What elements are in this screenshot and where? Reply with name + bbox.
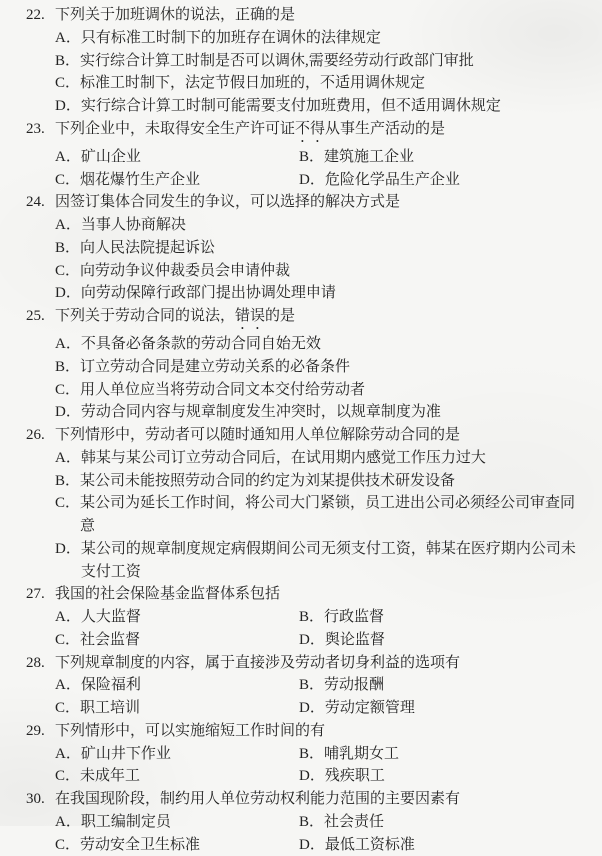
- option-text: 订立劳动合同是建立劳动关系的必备条件: [80, 356, 590, 379]
- question-27-head: [26, 583, 590, 606]
- option-letter: B．: [55, 50, 80, 73]
- option-C: [55, 834, 299, 856]
- option-text: 职工编制定员: [81, 811, 299, 834]
- option-D: [299, 765, 590, 788]
- question-24: [26, 191, 590, 305]
- option-text: 社会责任: [324, 811, 590, 834]
- question-text: 下列情形中，劳动者可以随时通知用人单位解除劳动合同的是: [55, 424, 590, 447]
- option-B: [299, 811, 590, 834]
- option-letter: B．: [299, 606, 324, 629]
- option-letter: C．: [55, 492, 80, 538]
- option-D: [299, 834, 590, 856]
- option-letter: A．: [55, 606, 81, 629]
- option-letter: D．: [299, 765, 325, 788]
- option-letter: C．: [55, 260, 80, 283]
- question-26: [26, 424, 590, 583]
- option-text: 劳动报酬: [324, 674, 590, 697]
- question-25-options: [55, 333, 590, 424]
- option-letter: A．: [55, 146, 81, 169]
- option-B: [299, 606, 590, 629]
- option-text: 劳动合同内容与规章制度发生冲突时，以规章制度为准: [81, 401, 590, 424]
- question-30-head: [26, 788, 590, 811]
- option-D: [55, 95, 590, 118]
- option-A: [55, 674, 299, 697]
- option-text: 向劳动争议仲裁委员会申请仲裁: [80, 260, 590, 283]
- question-28-options: [55, 674, 590, 720]
- option-C: [55, 379, 590, 402]
- option-A: [55, 743, 299, 766]
- question-23-options: [55, 146, 590, 192]
- option-text: 舆论监督: [325, 629, 590, 652]
- option-D: [55, 401, 590, 424]
- question-text: [55, 118, 590, 146]
- question-text-post: 的是: [265, 308, 295, 324]
- option-text: 建筑施工企业: [324, 146, 590, 169]
- option-A: [55, 333, 590, 356]
- option-text: 烟花爆竹生产企业: [80, 169, 299, 192]
- question-number: 25.: [26, 305, 55, 333]
- option-text: 不具备必备条款的劳动合同自始无效: [81, 333, 590, 356]
- option-B: [299, 146, 590, 169]
- question-text-pre: 下列关于劳动合同的说法，: [55, 308, 235, 324]
- question-28: [26, 652, 590, 720]
- option-B: [299, 674, 590, 697]
- option-A: [55, 146, 299, 169]
- option-letter: A．: [55, 333, 81, 356]
- question-26-options: [55, 447, 590, 584]
- option-letter: B．: [299, 146, 324, 169]
- question-number: 26.: [26, 424, 55, 447]
- question-23-head: [26, 118, 590, 146]
- option-text: 最低工资标准: [325, 834, 590, 856]
- option-D: [299, 169, 590, 192]
- question-number: 28.: [26, 652, 55, 675]
- question-24-head: [26, 191, 590, 214]
- option-text: 危险化学品生产企业: [325, 169, 590, 192]
- option-text: 某公司的规章制度规定病假期间公司无须支付工资，韩某在医疗期内公司未支付工资: [81, 538, 590, 584]
- question-22-head: [26, 4, 590, 27]
- option-C: [55, 765, 299, 788]
- option-text: 职工培训: [80, 697, 299, 720]
- option-letter: D．: [55, 401, 81, 424]
- option-text: 社会监督: [80, 629, 299, 652]
- option-A: [55, 447, 590, 470]
- option-letter: B．: [55, 237, 80, 260]
- option-letter: C．: [55, 169, 80, 192]
- option-letter: D．: [55, 95, 81, 118]
- option-B: [55, 50, 590, 73]
- option-letter: A．: [55, 811, 81, 834]
- question-text: 因签订集体合同发生的争议，可以选择的解决方式是: [55, 191, 590, 214]
- option-text: 某公司为延长工作时间，将公司大门紧锁，员工进出公司必须经公司审查同意: [80, 492, 590, 538]
- option-letter: B．: [299, 674, 324, 697]
- question-number: 22.: [26, 4, 55, 27]
- question-text-post: 从事生产活动的是: [325, 121, 445, 137]
- question-number: 23.: [26, 118, 55, 146]
- option-letter: C．: [55, 834, 80, 856]
- option-text: 劳动安全卫生标准: [80, 834, 299, 856]
- question-25-head: [26, 305, 590, 333]
- question-text-emphasis: 不得: [295, 121, 325, 137]
- option-letter: A．: [55, 447, 81, 470]
- option-letter: C．: [55, 765, 80, 788]
- option-text: 未成年工: [80, 765, 299, 788]
- question-22-options: [55, 27, 590, 118]
- option-B: [299, 743, 590, 766]
- option-D: [299, 697, 590, 720]
- question-30: [26, 788, 590, 856]
- option-text: 矿山企业: [81, 146, 299, 169]
- option-letter: C．: [55, 379, 80, 402]
- option-B: [55, 356, 590, 379]
- question-text: [55, 305, 590, 333]
- option-C: [55, 72, 590, 95]
- question-text: 在我国现阶段，制约用人单位劳动权利能力范围的主要因素有: [55, 788, 590, 811]
- option-letter: C．: [55, 629, 80, 652]
- option-letter: B．: [299, 743, 324, 766]
- option-letter: D．: [299, 169, 325, 192]
- option-text: 保险福利: [81, 674, 299, 697]
- option-A: [55, 27, 590, 50]
- option-letter: B．: [55, 356, 80, 379]
- question-29: [26, 720, 590, 788]
- question-22: [26, 4, 590, 118]
- question-24-options: [55, 214, 590, 305]
- option-C: [55, 492, 590, 538]
- option-text: 某公司未能按照劳动合同的约定为刘某提供技术研发设备: [80, 470, 590, 493]
- question-text: 我国的社会保险基金监督体系包括: [55, 583, 590, 606]
- option-letter: D．: [299, 834, 325, 856]
- option-text: 当事人协商解决: [81, 214, 590, 237]
- question-text-pre: 下列企业中，未取得安全生产许可证: [55, 121, 295, 137]
- option-D: [55, 282, 590, 305]
- option-letter: D．: [55, 538, 81, 584]
- option-text: 人大监督: [81, 606, 299, 629]
- option-A: [55, 811, 299, 834]
- option-D: [55, 538, 590, 584]
- option-text: 矿山井下作业: [81, 743, 299, 766]
- question-28-head: [26, 652, 590, 675]
- option-letter: D．: [299, 629, 325, 652]
- option-letter: B．: [55, 470, 80, 493]
- question-text: 下列关于加班调休的说法，正确的是: [55, 4, 590, 27]
- option-letter: A．: [55, 27, 81, 50]
- option-A: [55, 606, 299, 629]
- option-text: 只有标准工时制下的加班存在调休的法律规定: [81, 27, 590, 50]
- question-30-options: [55, 811, 590, 856]
- question-29-head: [26, 720, 590, 743]
- question-number: 29.: [26, 720, 55, 743]
- option-C: [55, 697, 299, 720]
- option-text: 向劳动保障行政部门提出协调处理申请: [81, 282, 590, 305]
- option-letter: A．: [55, 214, 81, 237]
- question-text-emphasis: 错误: [235, 308, 265, 324]
- question-29-options: [55, 743, 590, 789]
- option-A: [55, 214, 590, 237]
- option-text: 行政监督: [324, 606, 590, 629]
- question-25: [26, 305, 590, 424]
- question-number: 30.: [26, 788, 55, 811]
- option-D: [299, 629, 590, 652]
- option-text: 残疾职工: [325, 765, 590, 788]
- option-C: [55, 169, 299, 192]
- option-letter: C．: [55, 697, 80, 720]
- question-27-options: [55, 606, 590, 652]
- question-text: 下列情形中，可以实施缩短工作时间的有: [55, 720, 590, 743]
- option-letter: A．: [55, 674, 81, 697]
- question-23: [26, 118, 590, 192]
- option-letter: D．: [55, 282, 81, 305]
- question-27: [26, 583, 590, 651]
- option-C: [55, 260, 590, 283]
- question-number: 27.: [26, 583, 55, 606]
- option-letter: D．: [299, 697, 325, 720]
- option-text: 用人单位应当将劳动合同文本交付给劳动者: [80, 379, 590, 402]
- question-number: 24.: [26, 191, 55, 214]
- question-26-head: [26, 424, 590, 447]
- option-text: 向人民法院提起诉讼: [80, 237, 590, 260]
- option-text: 哺乳期女工: [324, 743, 590, 766]
- option-letter: B．: [299, 811, 324, 834]
- question-text: 下列规章制度的内容，属于直接涉及劳动者切身利益的选项有: [55, 652, 590, 675]
- option-letter: C．: [55, 72, 80, 95]
- option-B: [55, 237, 590, 260]
- option-C: [55, 629, 299, 652]
- option-text: 实行综合计算工时制是否可以调休,需要经劳动行政部门审批: [80, 50, 590, 73]
- option-text: 标准工时制下，法定节假日加班的，不适用调休规定: [80, 72, 590, 95]
- option-B: [55, 470, 590, 493]
- option-text: 实行综合计算工时制可能需要支付加班费用，但不适用调休规定: [81, 95, 590, 118]
- option-text: 劳动定额管理: [325, 697, 590, 720]
- option-letter: A．: [55, 743, 81, 766]
- option-text: 韩某与某公司订立劳动合同后，在试用期内感觉工作压力过大: [81, 447, 590, 470]
